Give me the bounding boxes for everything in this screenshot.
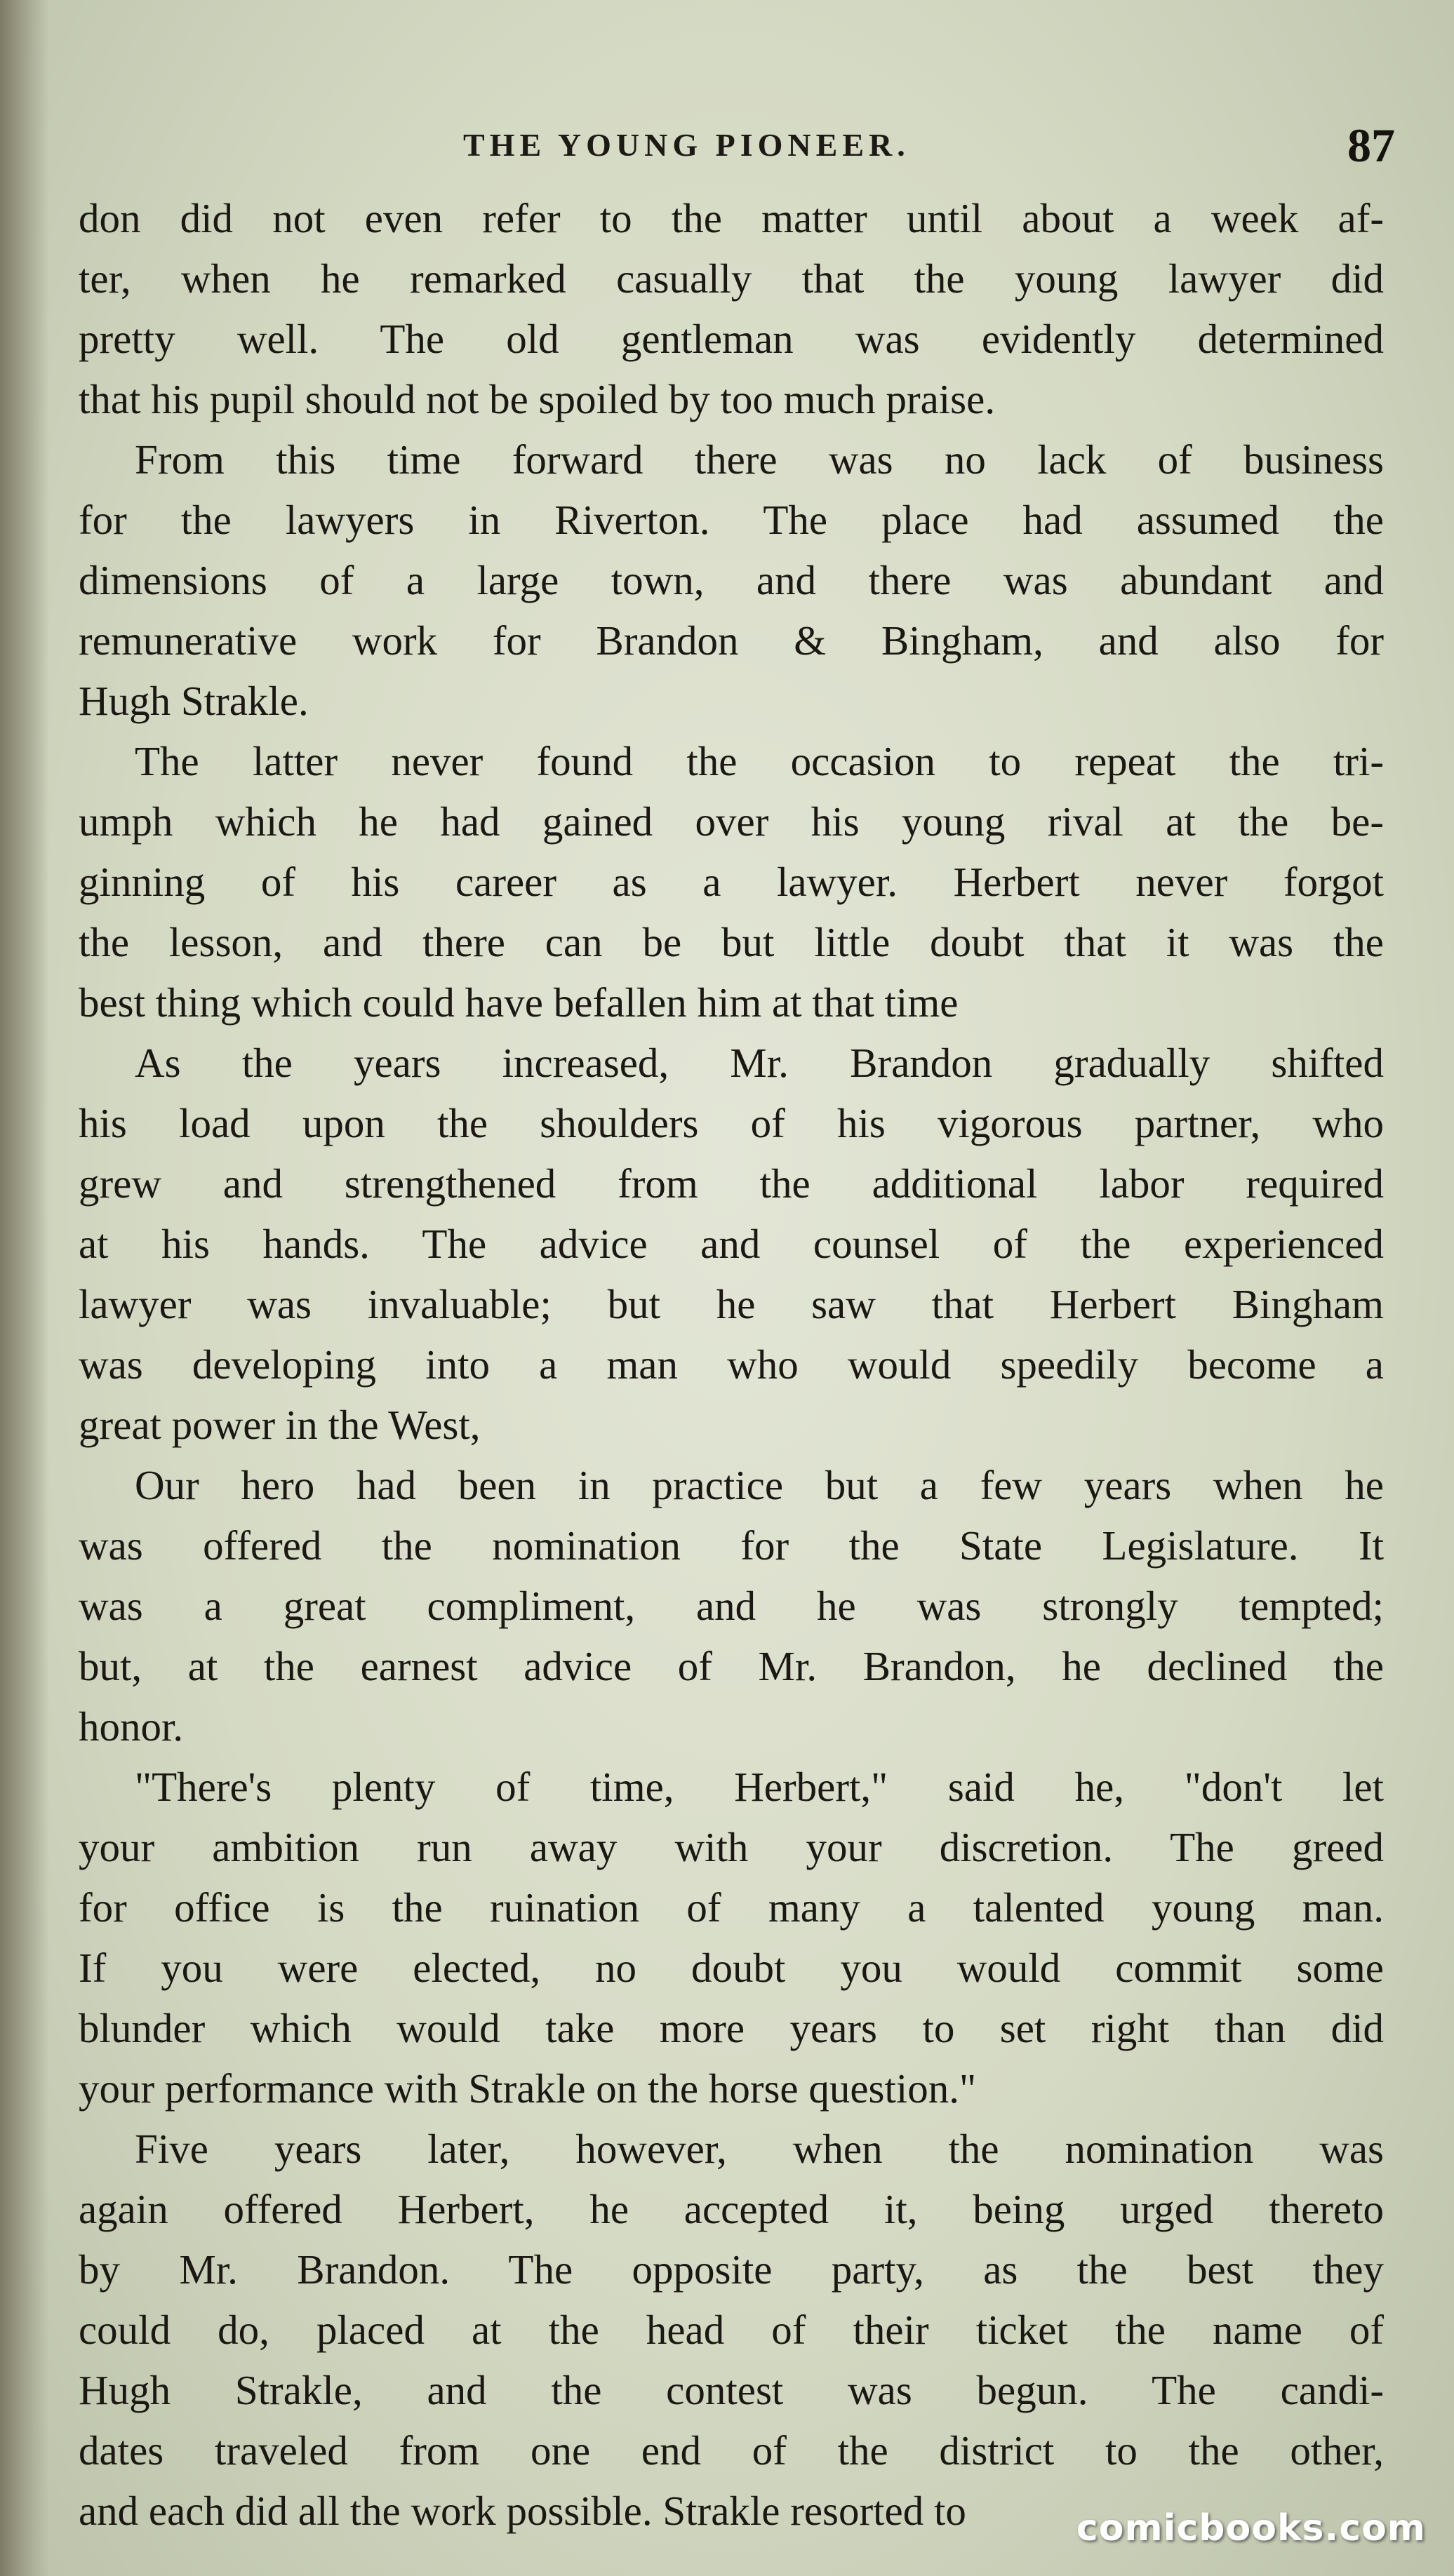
text-line: grew and strengthened from the additional labor required xyxy=(79,1160,1384,1207)
paragraph xyxy=(79,2119,1384,2541)
paragraph xyxy=(79,1757,1384,2119)
text-line: that his pupil should not be spoiled by too much praise. xyxy=(79,376,996,422)
text-line: Our hero had been in practice but a few years when he xyxy=(135,1462,1384,1508)
text-line: don did not even refer to the matter until about a week af- xyxy=(79,195,1384,241)
text-line: your ambition run away with your discretion. The greed xyxy=(79,1824,1384,1870)
text-line: by Mr. Brandon. The opposite party, as the best they xyxy=(79,2246,1384,2293)
text-line: ginning of his career as a lawyer. Herbert never forgot xyxy=(79,859,1384,905)
text-line: was offered the nomination for the State Legislature. It xyxy=(79,1522,1384,1569)
text-line: "There's plenty of time, Herbert," said he, "don't let xyxy=(135,1764,1384,1810)
text-line: lawyer was invaluable; but he saw that Herbert Bingham xyxy=(79,1281,1384,1327)
text-line: The latter never found the occasion to repeat the tri- xyxy=(135,738,1384,784)
paragraph xyxy=(79,1455,1384,1757)
running-title: THE YOUNG PIONEER. xyxy=(463,127,910,163)
text-line: ter, when he remarked casually that the young lawyer did xyxy=(79,255,1384,302)
watermark: comicbooks.com xyxy=(1076,2507,1426,2549)
text-line: but, at the earnest advice of Mr. Brandon, he declined the xyxy=(79,1643,1384,1689)
text-line: at his hands. The advice and counsel of the experienced xyxy=(79,1221,1384,1267)
page-number: 87 xyxy=(1347,119,1395,172)
text-line: remunerative work for Brandon & Bingham, and also for xyxy=(79,617,1384,664)
page-header xyxy=(0,105,1454,182)
text-line: From this time forward there was no lack of business xyxy=(135,436,1384,483)
text-line: best thing which could have befallen him at that time xyxy=(79,979,959,1026)
text-line: was developing into a man who would speedily become a xyxy=(79,1341,1384,1388)
paragraph xyxy=(79,429,1384,731)
text-line: umph which he had gained over his young rival at the be- xyxy=(79,798,1384,845)
text-line: for office is the ruination of many a talented young man. xyxy=(79,1884,1384,1931)
text-line: his load upon the shoulders of his vigorous partner, who xyxy=(79,1100,1384,1146)
text-line: could do, placed at the head of their ticket the name of xyxy=(79,2307,1384,2353)
text-line: Hugh Strakle. xyxy=(79,678,309,724)
paragraph xyxy=(79,1033,1384,1455)
text-line: If you were elected, no doubt you would commit some xyxy=(79,1945,1384,1991)
text-line: the lesson, and there can be but little doubt that it was the xyxy=(79,919,1384,965)
text-line: and each did all the work possible. Strakle resorted to xyxy=(79,2488,966,2534)
text-line: was a great compliment, and he was strongly tempted; xyxy=(79,1583,1384,1629)
text-line: dates traveled from one end of the district to the other, xyxy=(79,2427,1384,2474)
paragraph xyxy=(79,188,1384,429)
text-line: for the lawyers in Riverton. The place had assumed the xyxy=(79,497,1384,543)
text-line: Five years later, however, when the nomination was xyxy=(135,2126,1384,2172)
page-binding-shadow xyxy=(0,0,49,2576)
text-line: great power in the West, xyxy=(79,1402,481,1448)
text-line: dimensions of a large town, and there was abundant and xyxy=(79,557,1384,603)
text-line: Hugh Strakle, and the contest was begun. The candi- xyxy=(79,2367,1384,2413)
paragraph xyxy=(79,731,1384,1033)
text-line: blunder which would take more years to set right than did xyxy=(79,2005,1384,2051)
text-line: your performance with Strakle on the horse question." xyxy=(79,2065,977,2112)
text-line: honor. xyxy=(79,1703,184,1750)
text-line: pretty well. The old gentleman was evidently determined xyxy=(79,316,1384,362)
text-line: again offered Herbert, he accepted it, being urged thereto xyxy=(79,2186,1384,2232)
body-text xyxy=(79,188,1384,2541)
text-line: As the years increased, Mr. Brandon gradually shifted xyxy=(135,1040,1384,1086)
